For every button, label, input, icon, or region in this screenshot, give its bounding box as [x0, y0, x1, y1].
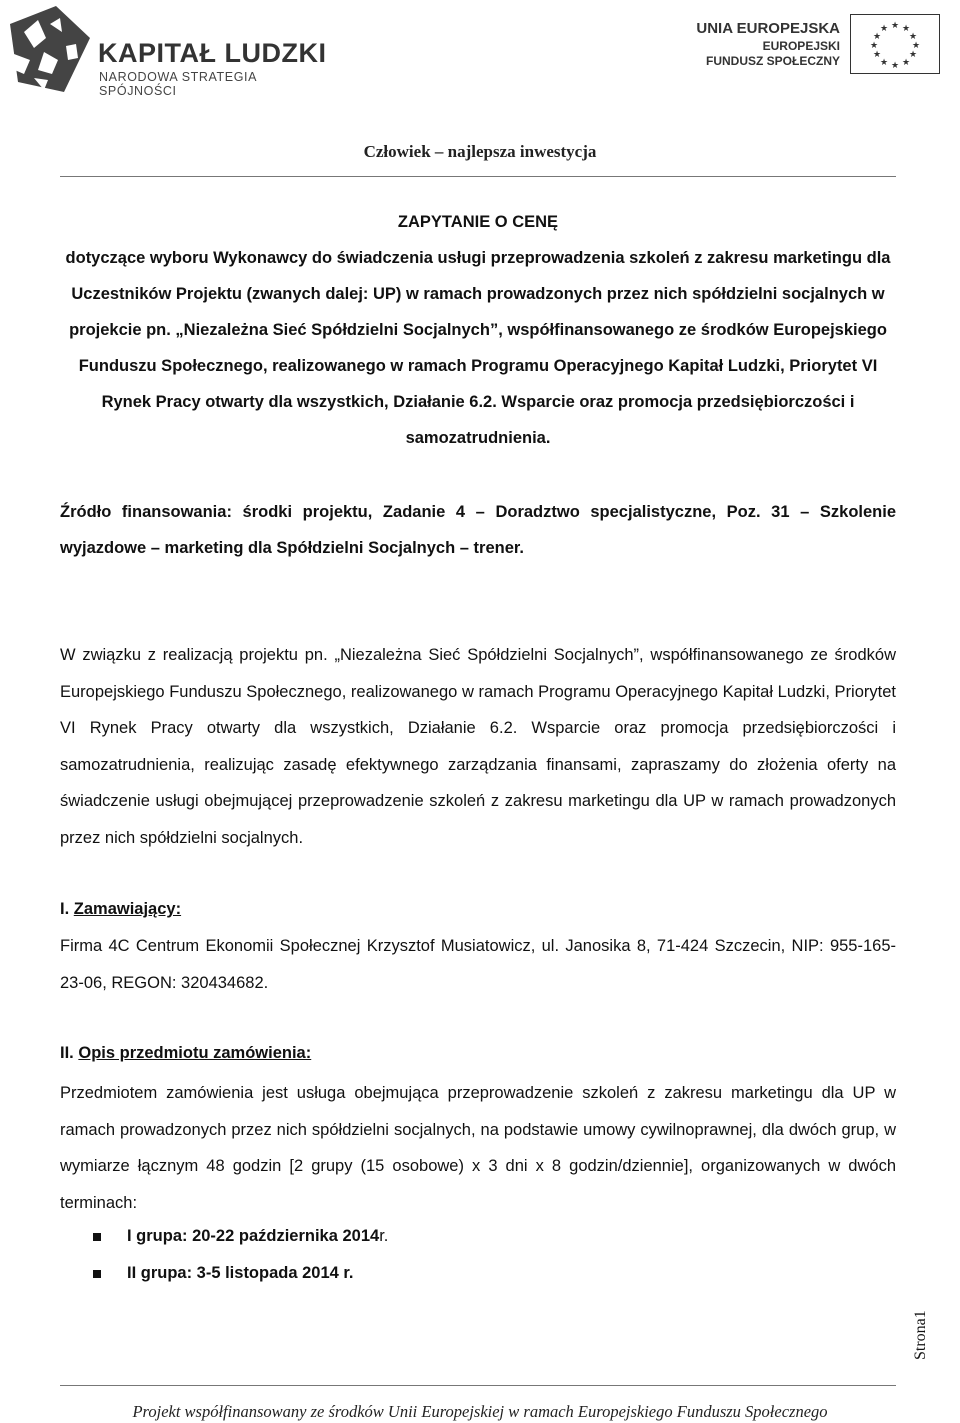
section-1-body: Firma 4C Centrum Ekonomii Społecznej Krzysztof Musiatowicz, ul. Janosika 8, 71-424 Szczecin, NIP: 955-165-23-06, REGON: 320434682. [60, 937, 896, 992]
svg-text:★: ★ [901, 58, 911, 68]
footer-divider [60, 1385, 896, 1386]
kapital-ludzki-emblem-icon [4, 4, 94, 96]
section-2-title: Opis przedmiotu zamówienia: [78, 1044, 312, 1062]
page-number-text: Strona1 [912, 1310, 929, 1360]
list-item [93, 1227, 388, 1246]
svg-text:★: ★ [872, 50, 882, 60]
kapital-ludzki-subtitle: NARODOWA STRATEGIA SPÓJNOŚCI [99, 70, 257, 98]
section-1-title: Zamawiający: [73, 900, 182, 918]
eu-flag-icon [850, 14, 940, 74]
svg-text:★: ★ [908, 50, 918, 60]
document-intro: dotyczące wyboru Wykonawcy do świadczenia usługi przeprowadzenia szkoleń z zakresu marketingu dla Uczestników Projektu (zwanych dalej: UP) w ramach prowadzonych przez nich spółdzielni socjalnych w projekcie pn. „Niezależna Sieć Spółdzielni Socjalnych”, współfinansowanego ze środków Europejskiego Funduszu Społecznego, realizowanego w ramach Programu Operacyjnego Kapitał Ludzki, Priorytet VI Rynek Pracy otwarty dla wszystkich, Działanie 6.2. Wsparcie oraz promocja przedsiębiorczości i samozatrudnienia. [65, 249, 891, 447]
kapital-ludzki-logo [4, 4, 334, 96]
section-2-heading [60, 1044, 311, 1063]
footer-text: Projekt współfinansowany ze środków Unii Europejskiej w ramach Europejskiego Funduszu Społecznego [132, 1402, 828, 1421]
svg-text:★: ★ [901, 24, 911, 34]
svg-text:★: ★ [869, 41, 879, 51]
section-2-number: II. [60, 1044, 74, 1062]
invitation-paragraph: W związku z realizacją projektu pn. „Niezależna Sieć Spółdzielni Socjalnych”, współfinansowanego ze środków Europejskiego Funduszu Społecznego, realizowanego w ramach Programu Operacyjnego Kapitał Ludzki, Priorytet VI Rynek Pracy otwarty dla wszystkich, Działanie 6.2. Wsparcie oraz promocja przedsiębiorczości i samozatrudnienia, realizując zasadę efektywnego zarządzania finansami, zapraszamy do złożenia oferty na świadczenie usługi obejmującej przeprowadzenie szkoleń z zakresu marketingu dla UP w ramach prowadzonych przez nich spółdzielni socjalnych. [60, 646, 896, 847]
list-item-rest: r. [379, 1227, 389, 1245]
eu-logo-line2: EUROPEJSKI [762, 39, 840, 53]
document-title: ZAPYTANIE O CENĘ [397, 213, 559, 231]
header-divider [60, 176, 896, 177]
list-item [93, 1264, 354, 1283]
svg-text:★: ★ [911, 41, 921, 51]
svg-text:★: ★ [879, 58, 889, 68]
eu-logo [696, 14, 940, 74]
eu-logo-line3: FUNDUSZ SPOŁECZNY [705, 54, 840, 68]
header-motto: Człowiek – najlepsza inwestycja [363, 142, 597, 161]
square-bullet-icon [93, 1233, 101, 1241]
funding-source: Źródło finansowania: środki projektu, Zadanie 4 – Doradztwo specjalistyczne, Poz. 31 – Szkolenie wyjazdowe – marketing dla Spółdzielni Socjalnych – trener. [60, 503, 896, 557]
square-bullet-icon [93, 1270, 101, 1278]
svg-text:★: ★ [890, 21, 900, 31]
kapital-ludzki-title: KAPITAŁ LUDZKI [98, 38, 327, 68]
section-2-body: Przedmiotem zamówienia jest usługa obejmująca przeprowadzenie szkoleń z zakresu marketingu dla UP w ramach prowadzonych przez nich spółdzielni socjalnych, na podstawie umowy cywilnoprawnej, dla dwóch grup, w wymiarze łącznym 48 godzin [2 grupy (15 osobowe) x 3 dni x 8 godzin/dziennie], organizowanych w dwóch terminach: [60, 1084, 896, 1212]
svg-text:★: ★ [890, 61, 900, 71]
section-1-number: I. [60, 900, 70, 918]
list-item-bold: I grupa: 20-22 października 2014 [127, 1227, 380, 1245]
svg-text:★: ★ [872, 32, 882, 42]
svg-text:★: ★ [879, 24, 889, 34]
eu-logo-line1: UNIA EUROPEJSKA [696, 20, 840, 37]
section-1-heading [60, 900, 181, 919]
svg-text:★: ★ [908, 32, 918, 42]
list-item-bold: II grupa: 3-5 listopada 2014 r. [127, 1264, 354, 1282]
page-number-label [912, 1290, 934, 1360]
